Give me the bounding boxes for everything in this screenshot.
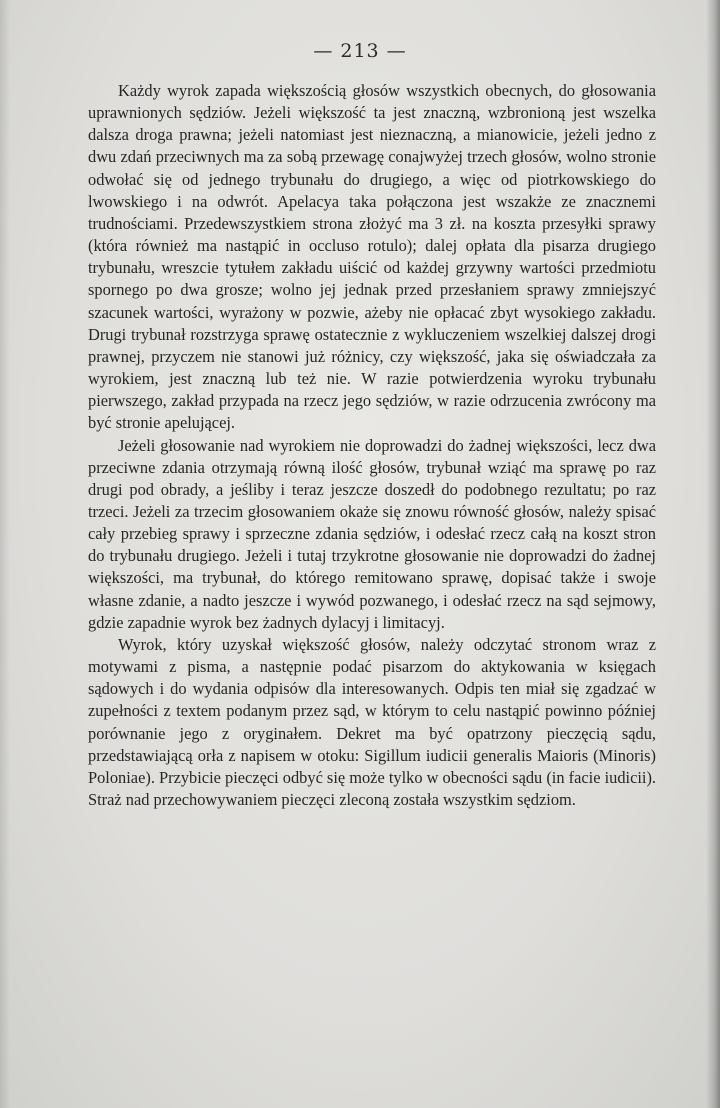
paragraph-3: Wyrok, który uzyskał większość głosów, należy odczytać stronom wraz z motywami z pisma, a następnie podać pisarzom do aktykowania w księgach sądowych i do wydania odpisów dla interesowanych. Odpis ten miał się zgadzać w zupełności z textem podanym przez sąd, w którym to celu nastąpić powinno później porównanie jego z oryginałem. Dekret ma być opatrzony pieczęcią sądu, przedstawiającą orła z napisem w otoku: Sigillum iudicii generalis Maioris (Minoris) Poloniae). Przybicie pieczęci odbyć się może tylko w obecności sądu (in facie iudicii). Straż nad przechowywaniem pieczęci zleconą została wszystkim sędziom. [88, 634, 657, 809]
page-number: — 213 — [313, 40, 407, 62]
page-shadow-right [706, 0, 720, 1108]
paragraph-1: Każdy wyrok zapada większością głosów wszystkich obecnych, do głosowania uprawnionych sędziów. Jeżeli większość ta jest znaczną, wzbronioną jest wszelka dalsza droga prawna; jeżeli natomiast jest nieznaczną, a mianowicie, jeżeli jedno z dwu zdań przeciwnych ma za sobą przewagę conajwyżej trzech głosów, wolno stronie odwołać się od jednego trybunału do drugiego, a więc od piotrkowskiego do lwowskiego i na odwrót. Apelacya taka połączona jest wszakże ze znacznemi trudnościami. Przedewszystkiem strona złożyć ma 3 zł. na koszta przesyłki sprawy (która również ma nastąpić in occluso rotulo); dalej opłata dla pisarza drugiego trybunału, wreszcie tytułem zakładu uiścić od każdej grzywny wartości przedmiotu spornego po dwa grosze; wolno jej jednak przed przesłaniem sprawy zmniejszyć szacunek wartości, wyrażony w pozwie, ażeby nie opłacać zbyt wysokiego zakładu. Drugi trybunał rozstrzyga sprawę ostatecznie z wykluczeniem wszelkiej dalszej drogi prawnej, przyczem nie stanowi już różnicy, czy większość, jaka się oświadczała za wyrokiem, jest znaczną lub też nie. W razie potwierdzenia wyroku trybunału pierwszego, zakład przypada na rzecz jego sędziów, w razie odrzucenia zwrócony ma być stronie apelującej. [88, 81, 656, 433]
paragraph-2: Jeżeli głosowanie nad wyrokiem nie doprowadzi do żadnej większości, lecz dwa przeciwne zdania otrzymają równą ilość głosów, trybunał wziąć ma sprawę po raz drugi pod obrady, a jeśliby i teraz jeszcze doszedł do podobnego rezultatu; po raz trzeci. Jeżeli za trzecim głosowaniem okaże się znowu równość głosów, należy spisać cały przebieg sprawy i sprzeczne zdania sędziów, i odesłać rzecz całą na koszt stron do trybunału drugiego. Jeżeli i tutaj trzykrotne głosowanie nie doprowadzi do żadnej większości, ma trybunał, do którego remitowano sprawę, dopisać także i swoje własne zdanie, a nadto jeszcze i wywód pozwanego, i odesłać rzecz na sąd sejmowy, gdzie zapadnie wyrok bez żadnych dylacyj i limitacyj. [88, 435, 656, 632]
body-text [88, 80, 656, 811]
page-shadow-left [0, 0, 10, 1108]
